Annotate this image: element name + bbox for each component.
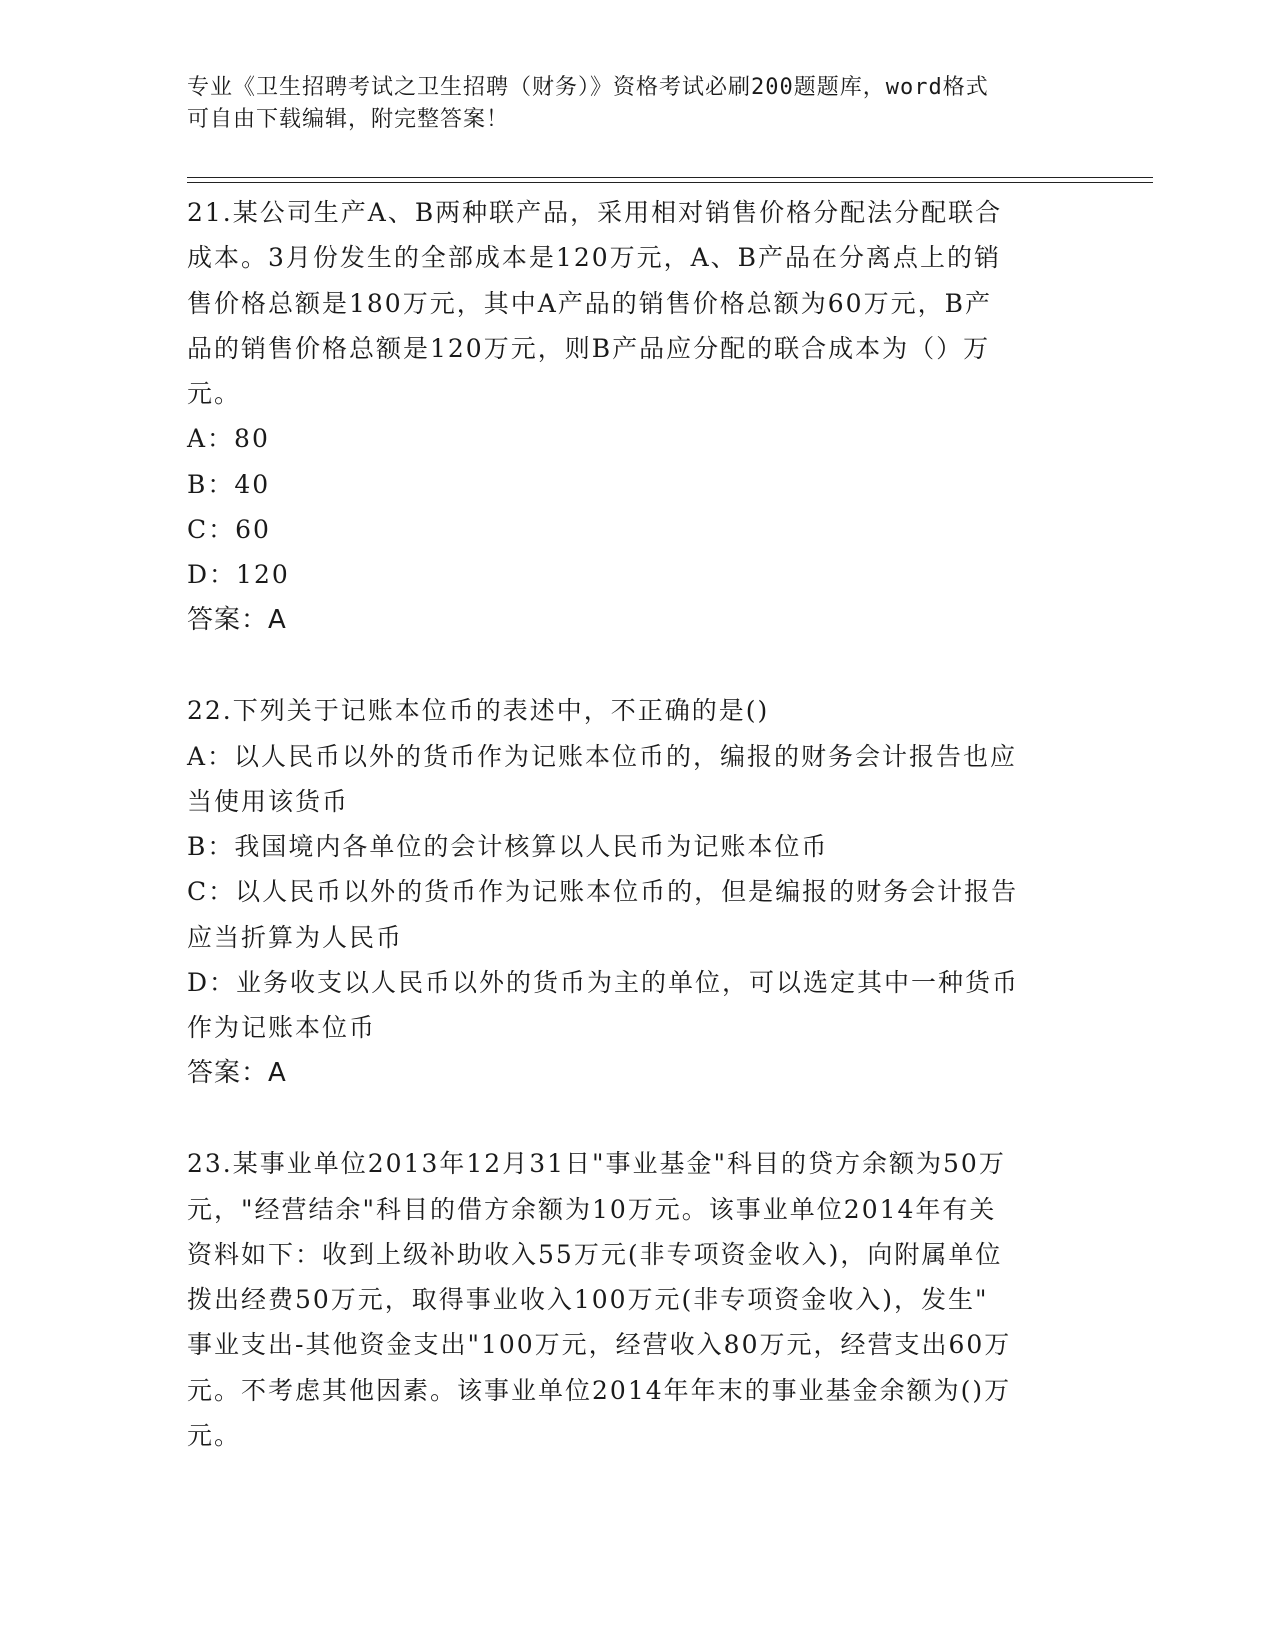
header-line: 可自由下载编辑，附完整答案！ (187, 107, 510, 132)
question-block (187, 1141, 1087, 1458)
option-line: D：120 (187, 560, 290, 590)
question-block (187, 190, 1087, 688)
question-spacer (187, 643, 1087, 688)
option-line: 应当折算为人民币 (187, 922, 404, 952)
question-stem-line: 23.某事业单位2013年12月31日"事业基金"科目的贷方余额为50万 (187, 1149, 1006, 1179)
question-stem-line: 资料如下：收到上级补助收入55万元(非专项资金收入)，向附属单位 (187, 1239, 1003, 1269)
question-stem-line: 品的销售价格总额是120万元，则B产品应分配的联合成本为（）万 (187, 333, 991, 363)
question-stem-line: 元。 (187, 1421, 242, 1451)
header-divider (187, 177, 1153, 178)
option-line: A：80 (187, 424, 270, 454)
question-stem-line: 元。 (187, 379, 242, 409)
option-line: B：我国境内各单位的会计核算以人民币为记账本位币 (187, 832, 829, 862)
question-stem-line: 22.下列关于记账本位币的表述中，不正确的是() (187, 696, 770, 726)
option-line: B：40 (187, 469, 271, 499)
option-line: 作为记账本位币 (187, 1013, 377, 1043)
question-stem-line: 事业支出-其他资金支出"100万元，经营收入80万元，经营支出60万 (187, 1330, 1012, 1360)
question-stem-line: 元，"经营结余"科目的借方余额为10万元。该事业单位2014年有关 (187, 1194, 997, 1224)
question-block (187, 688, 1087, 1141)
option-line: 当使用该货币 (187, 786, 350, 816)
document-header (187, 72, 1067, 136)
question-stem-line: 拨出经费50万元，取得事业收入100万元(非专项资金收入)，发生" (187, 1285, 989, 1315)
question-stem-line: 成本。3月份发生的全部成本是120万元，A、B产品在分离点上的销 (187, 243, 1002, 273)
option-line: A：以人民币以外的货币作为记账本位币的，编报的财务会计报告也应 (187, 741, 1018, 771)
question-stem-line: 元。不考虑其他因素。该事业单位2014年年末的事业基金余额为()万 (187, 1375, 1012, 1405)
header-divider (187, 182, 1153, 183)
question-stem-line: 21.某公司生产A、B两种联产品，采用相对销售价格分配法分配联合 (187, 198, 1003, 227)
question-stem-line: 售价格总额是180万元，其中A产品的销售价格总额为60万元，B产 (187, 288, 992, 318)
question-spacer (187, 1096, 1087, 1141)
option-line: C：60 (187, 515, 271, 545)
answer-label: 答案：A (187, 604, 287, 635)
option-line: C：以人民币以外的货币作为记账本位币的，但是编报的财务会计报告 (187, 877, 1019, 907)
question-list (187, 190, 1087, 1458)
option-line: D：业务收支以人民币以外的货币为主的单位，可以选定其中一种货币 (187, 968, 1020, 998)
answer-label: 答案：A (187, 1057, 287, 1088)
header-line: 专业《卫生招聘考试之卫生招聘（财务）》资格考试必刷200题题库，word格式 (187, 75, 989, 100)
